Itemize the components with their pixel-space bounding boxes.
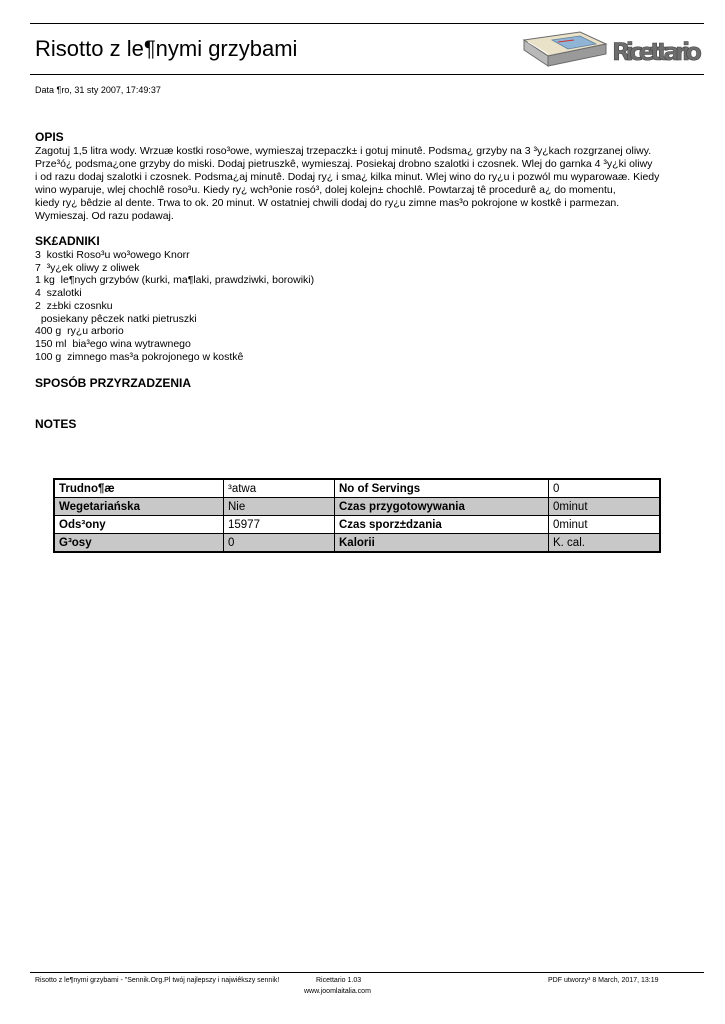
- ingredient-item: 100 g zimnego mas³a pokrojonego w kostkê: [35, 350, 244, 363]
- ingredient-item: posiekany pêczek natki pietruszki: [35, 312, 197, 325]
- info-row: [54, 516, 660, 534]
- votes-value: 0: [224, 534, 335, 553]
- notes-heading: NOTES: [35, 417, 77, 431]
- ingredient-item: 1 kg le¶nych grzybów (kurki, ma¶laki, prawdziwki, borowiki): [35, 274, 315, 287]
- opis-heading: OPIS: [35, 130, 64, 144]
- views-label: Ods³ony: [54, 516, 224, 534]
- info-row: [54, 479, 660, 498]
- ingredient-item: 400 g ry¿u arborio: [35, 325, 124, 338]
- logo-text: Ricettario: [612, 38, 702, 66]
- book-icon: [524, 32, 606, 66]
- cook-time-label: Czas sporz±dzania: [335, 516, 549, 534]
- views-value: 15977: [224, 516, 335, 534]
- ingredient-item: 2 z±bki czosnku: [35, 299, 113, 312]
- prep-time-value: 0minut: [549, 498, 661, 516]
- opis-text: [35, 145, 695, 223]
- footer-version: Ricettario 1.03: [316, 977, 362, 984]
- ingredient-item: 7 ³y¿ek oliwy z oliwek: [35, 261, 140, 274]
- ingredients-list: [35, 249, 314, 363]
- recipe-info-table: [53, 478, 661, 553]
- info-row: [54, 498, 660, 516]
- cook-time-value: 0minut: [549, 516, 661, 534]
- opis-line: wino wyparuje, wlej chochlê roso³u. Kiedy ry¿ wch³onie rosó³, dolej kolejn± chochlê. Powtarzaj tê procedurê a¿ do momentu,: [35, 184, 616, 196]
- method-heading: SPOSÓB PRZYRZADZENIA: [35, 376, 192, 390]
- opis-line: Zagotuj 1,5 litra wody. Wrzuæ kostki roso³owe, wymieszaj trzepaczk± i gotuj minutê. Podsma¿ grzyby na 3 ³y¿kach rozgrzanej oliwy.: [35, 145, 652, 157]
- info-row: [54, 534, 660, 553]
- date-line: Data ¶ro, 31 sty 2007, 17:49:37: [35, 85, 161, 95]
- calories-label: Kalorii: [335, 534, 549, 553]
- top-rule: [30, 23, 704, 24]
- opis-line: Wymieszaj. Od razu podawaj.: [35, 210, 174, 222]
- difficulty-value: ³atwa: [224, 479, 335, 498]
- vegetarian-value: Nie: [224, 498, 335, 516]
- ricettario-logo: [518, 26, 704, 72]
- servings-label: No of Servings: [335, 479, 549, 498]
- recipe-title: Risotto z le¶nymi grzybami: [35, 36, 298, 61]
- ingredient-item: 150 ml bia³ego wina wytrawnego: [35, 337, 191, 350]
- footer-left-text: Risotto z le¶nymi grzybami - "Sennik.Org.Pl twój najlepszy i najwiêkszy sennik!: [35, 977, 280, 984]
- ingredients-heading: SK£ADNIKI: [35, 234, 100, 248]
- difficulty-label: Trudno¶æ: [54, 479, 224, 498]
- ingredient-item: 3 kostki Roso³u wo³owego Knorr: [35, 249, 190, 261]
- vegetarian-label: Wegetariańska: [54, 498, 224, 516]
- prep-time-label: Czas przygotowywania: [335, 498, 549, 516]
- opis-line: Prze³ó¿ podsma¿one grzyby do miski. Dodaj pietruszkê, wymieszaj. Posiekaj drobno szalotki i czosnek. Wlej do garnka 4 ³y¿ki oliwy: [35, 158, 653, 170]
- footer-created-date: PDF utworzy³ 8 March, 2017, 13:19: [548, 977, 659, 984]
- opis-line: kiedy ry¿ bêdzie al dente. Trwa to ok. 20 minut. W ostatniej chwili dodaj do ry¿u zimne mas³o pokrojone w kostkê i parmezan.: [35, 197, 620, 209]
- calories-value: K. cal.: [549, 534, 661, 553]
- opis-line: i od razu dodaj szalotki i czosnek. Podsma¿aj minutê. Dodaj ry¿ i sma¿ kilka minut. Wlej wino do ry¿u i pozwól mu wyparowaæ. Kiedy: [35, 171, 660, 183]
- servings-value: 0: [549, 479, 661, 498]
- title-rule: [30, 74, 704, 75]
- votes-label: G³osy: [54, 534, 224, 553]
- footer-url-link[interactable]: www.joomlaitalia.com: [304, 988, 371, 995]
- footer-rule: [30, 972, 704, 973]
- ingredient-item: 4 szalotki: [35, 287, 82, 300]
